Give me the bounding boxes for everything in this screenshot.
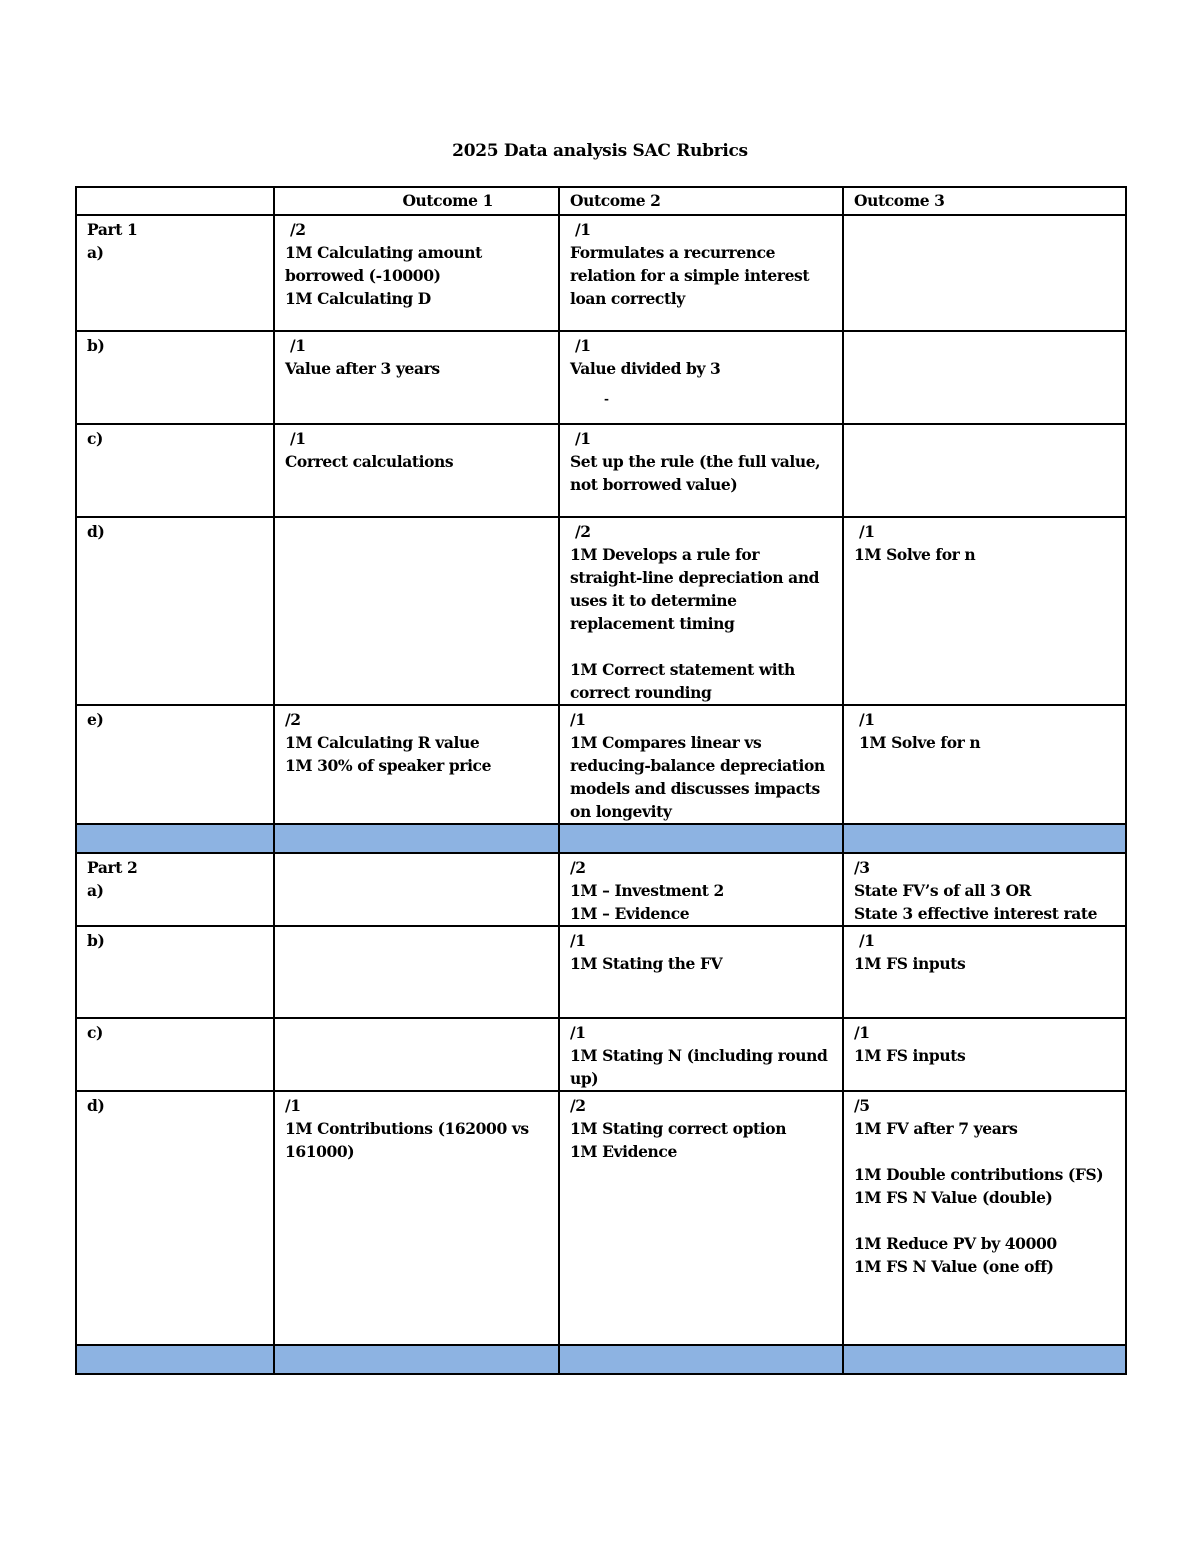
outcome-3-cell xyxy=(843,424,1126,517)
rubric-row xyxy=(76,926,1126,1018)
shaded-cell xyxy=(274,824,559,853)
cell-text-line: 1M FS N Value (one off) xyxy=(854,1257,1054,1276)
stray-mark: - xyxy=(604,392,609,406)
question-label-cell xyxy=(76,853,274,926)
shaded-cell xyxy=(843,824,1126,853)
cell-text-line: c) xyxy=(87,429,103,448)
rubric-table xyxy=(75,186,1127,1375)
rubric-row xyxy=(76,1018,1126,1091)
shaded-separator-row xyxy=(76,824,1126,853)
outcome-1-cell xyxy=(274,331,559,424)
rubric-row xyxy=(76,331,1126,424)
question-label-cell xyxy=(76,1091,274,1345)
question-label-cell xyxy=(76,517,274,705)
shaded-cell xyxy=(76,1345,274,1374)
cell-text-line xyxy=(570,635,832,658)
cell-text-line: Part 1 xyxy=(87,220,138,239)
cell-text-line: /1 xyxy=(854,710,875,729)
cell-text-line: Value after 3 years xyxy=(285,359,440,378)
rubric-row xyxy=(76,215,1126,331)
cell-text-line: 1M Double contributions (FS) xyxy=(854,1165,1104,1184)
cell-text-line: /3 xyxy=(854,858,870,877)
outcome-3-cell xyxy=(843,853,1126,926)
header-outcome-1: Outcome 1 xyxy=(274,187,559,215)
outcome-1-cell xyxy=(274,853,559,926)
document-title: 2025 Data analysis SAC Rubrics xyxy=(452,141,748,161)
cell-text-line: /2 xyxy=(570,858,586,877)
cell-text-line: Correct calculations xyxy=(285,452,454,471)
cell-text-line: 1M Calculating R value xyxy=(285,733,480,752)
outcome-2-cell xyxy=(559,424,843,517)
cell-text-line: 1M Solve for n xyxy=(854,545,976,564)
cell-text-line: 1M Solve for n xyxy=(854,733,981,752)
cell-text-line: Part 2 xyxy=(87,858,138,877)
cell-text-line: 1M Stating N (including round up) xyxy=(570,1046,833,1088)
outcome-3-cell xyxy=(843,1018,1126,1091)
outcome-3-cell xyxy=(843,1091,1126,1345)
cell-text-line: e) xyxy=(87,710,104,729)
outcome-2-cell xyxy=(559,1091,843,1345)
outcome-3-cell xyxy=(843,517,1126,705)
cell-text-line xyxy=(854,1209,1115,1232)
cell-text-line: /1 xyxy=(570,336,591,355)
header-row xyxy=(76,187,1126,215)
cell-text-line: 1M Correct statement with correct rounding xyxy=(570,660,800,702)
shaded-cell xyxy=(274,1345,559,1374)
cell-text-line: 1M Reduce PV by 40000 xyxy=(854,1234,1057,1253)
shaded-cell xyxy=(559,824,843,853)
cell-text-line: 1M 30% of speaker price xyxy=(285,756,492,775)
outcome-2-cell xyxy=(559,517,843,705)
rubric-row xyxy=(76,517,1126,705)
cell-text-line: Formulates a recurrence relation for a simple interest loan correctly xyxy=(570,243,815,308)
cell-text-line: /1 xyxy=(570,1023,586,1042)
shaded-cell xyxy=(76,824,274,853)
question-label-cell xyxy=(76,705,274,824)
cell-text-line: /1 xyxy=(854,522,875,541)
outcome-3-cell xyxy=(843,331,1126,424)
cell-text-line: 1M FV after 7 years xyxy=(854,1119,1018,1138)
outcome-1-cell xyxy=(274,215,559,331)
rubric-row xyxy=(76,1091,1126,1345)
outcome-2-cell xyxy=(559,705,843,824)
shaded-cell xyxy=(559,1345,843,1374)
cell-text-line xyxy=(854,1140,1115,1163)
cell-text-line: 1M – Investment 2 xyxy=(570,881,724,900)
cell-text-line: /1 xyxy=(570,931,586,950)
cell-text-line: d) xyxy=(87,522,105,541)
question-label-cell xyxy=(76,1018,274,1091)
outcome-3-cell xyxy=(843,215,1126,331)
outcome-1-cell xyxy=(274,517,559,705)
rubric-row xyxy=(76,424,1126,517)
question-label-cell xyxy=(76,926,274,1018)
cell-text-line: d) xyxy=(87,1096,105,1115)
cell-text-line: 1M FS inputs xyxy=(854,954,966,973)
cell-text-line: /1 xyxy=(854,1023,870,1042)
cell-text-line: /1 xyxy=(570,429,591,448)
cell-text-line: 1M Develops a rule for straight-line depreciation and uses it to determine replacement timing xyxy=(570,545,825,633)
cell-text-line: 1M Evidence xyxy=(570,1142,677,1161)
shaded-separator-row xyxy=(76,1345,1126,1374)
cell-text-line: /2 xyxy=(285,710,301,729)
outcome-1-cell xyxy=(274,705,559,824)
question-label-cell xyxy=(76,331,274,424)
cell-text-line: 1M Compares linear vs reducing-balance depreciation models and discusses impacts on longevity xyxy=(570,733,830,821)
cell-text-line: /2 xyxy=(570,1096,586,1115)
rubric-row xyxy=(76,853,1126,926)
header-outcome-3: Outcome 3 xyxy=(843,187,1126,215)
question-label-cell xyxy=(76,215,274,331)
cell-text-line: /5 xyxy=(854,1096,870,1115)
cell-text-line: 1M Stating the FV xyxy=(570,954,723,973)
cell-text-line: a) xyxy=(87,243,104,262)
cell-text-line: a) xyxy=(87,881,104,900)
outcome-1-cell xyxy=(274,926,559,1018)
cell-text-line: c) xyxy=(87,1023,103,1042)
outcome-3-cell xyxy=(843,926,1126,1018)
cell-text-line: 1M FS N Value (double) xyxy=(854,1188,1053,1207)
cell-text-line: /1 xyxy=(285,1096,301,1115)
cell-text-line: State 3 effective interest rate xyxy=(854,904,1098,923)
cell-text-line: Value divided by 3 xyxy=(570,359,721,378)
cell-text-line: Set up the rule (the full value, not borrowed value) xyxy=(570,452,826,494)
cell-text-line: /2 xyxy=(570,522,591,541)
shaded-cell xyxy=(843,1345,1126,1374)
outcome-2-cell xyxy=(559,331,843,424)
outcome-1-cell xyxy=(274,1091,559,1345)
cell-text-line: b) xyxy=(87,931,105,950)
cell-text-line: /1 xyxy=(285,336,306,355)
header-cell-blank xyxy=(76,187,274,215)
outcome-3-cell xyxy=(843,705,1126,824)
outcome-1-cell xyxy=(274,424,559,517)
outcome-2-cell xyxy=(559,215,843,331)
cell-text-line: 1M – Evidence xyxy=(570,904,690,923)
cell-text-line: b) xyxy=(87,336,105,355)
outcome-2-cell xyxy=(559,1018,843,1091)
outcome-2-cell xyxy=(559,926,843,1018)
header-outcome-2: Outcome 2 xyxy=(559,187,843,215)
cell-text-line: 1M Stating correct option xyxy=(570,1119,787,1138)
cell-text-line: 1M FS inputs xyxy=(854,1046,966,1065)
question-label-cell xyxy=(76,424,274,517)
cell-text-line: 1M Calculating amount borrowed (-10000) xyxy=(285,243,487,285)
cell-text-line: /1 xyxy=(854,931,875,950)
cell-text-line: 1M Calculating D xyxy=(285,289,431,308)
outcome-1-cell xyxy=(274,1018,559,1091)
cell-text-line: State FV’s of all 3 OR xyxy=(854,881,1032,900)
cell-text-line: /1 xyxy=(570,220,591,239)
cell-text-line: /1 xyxy=(570,710,586,729)
cell-text-line: /1 xyxy=(285,429,306,448)
cell-text-line: /2 xyxy=(285,220,306,239)
outcome-2-cell xyxy=(559,853,843,926)
rubric-row xyxy=(76,705,1126,824)
cell-text-line: 1M Contributions (162000 vs 161000) xyxy=(285,1119,534,1161)
